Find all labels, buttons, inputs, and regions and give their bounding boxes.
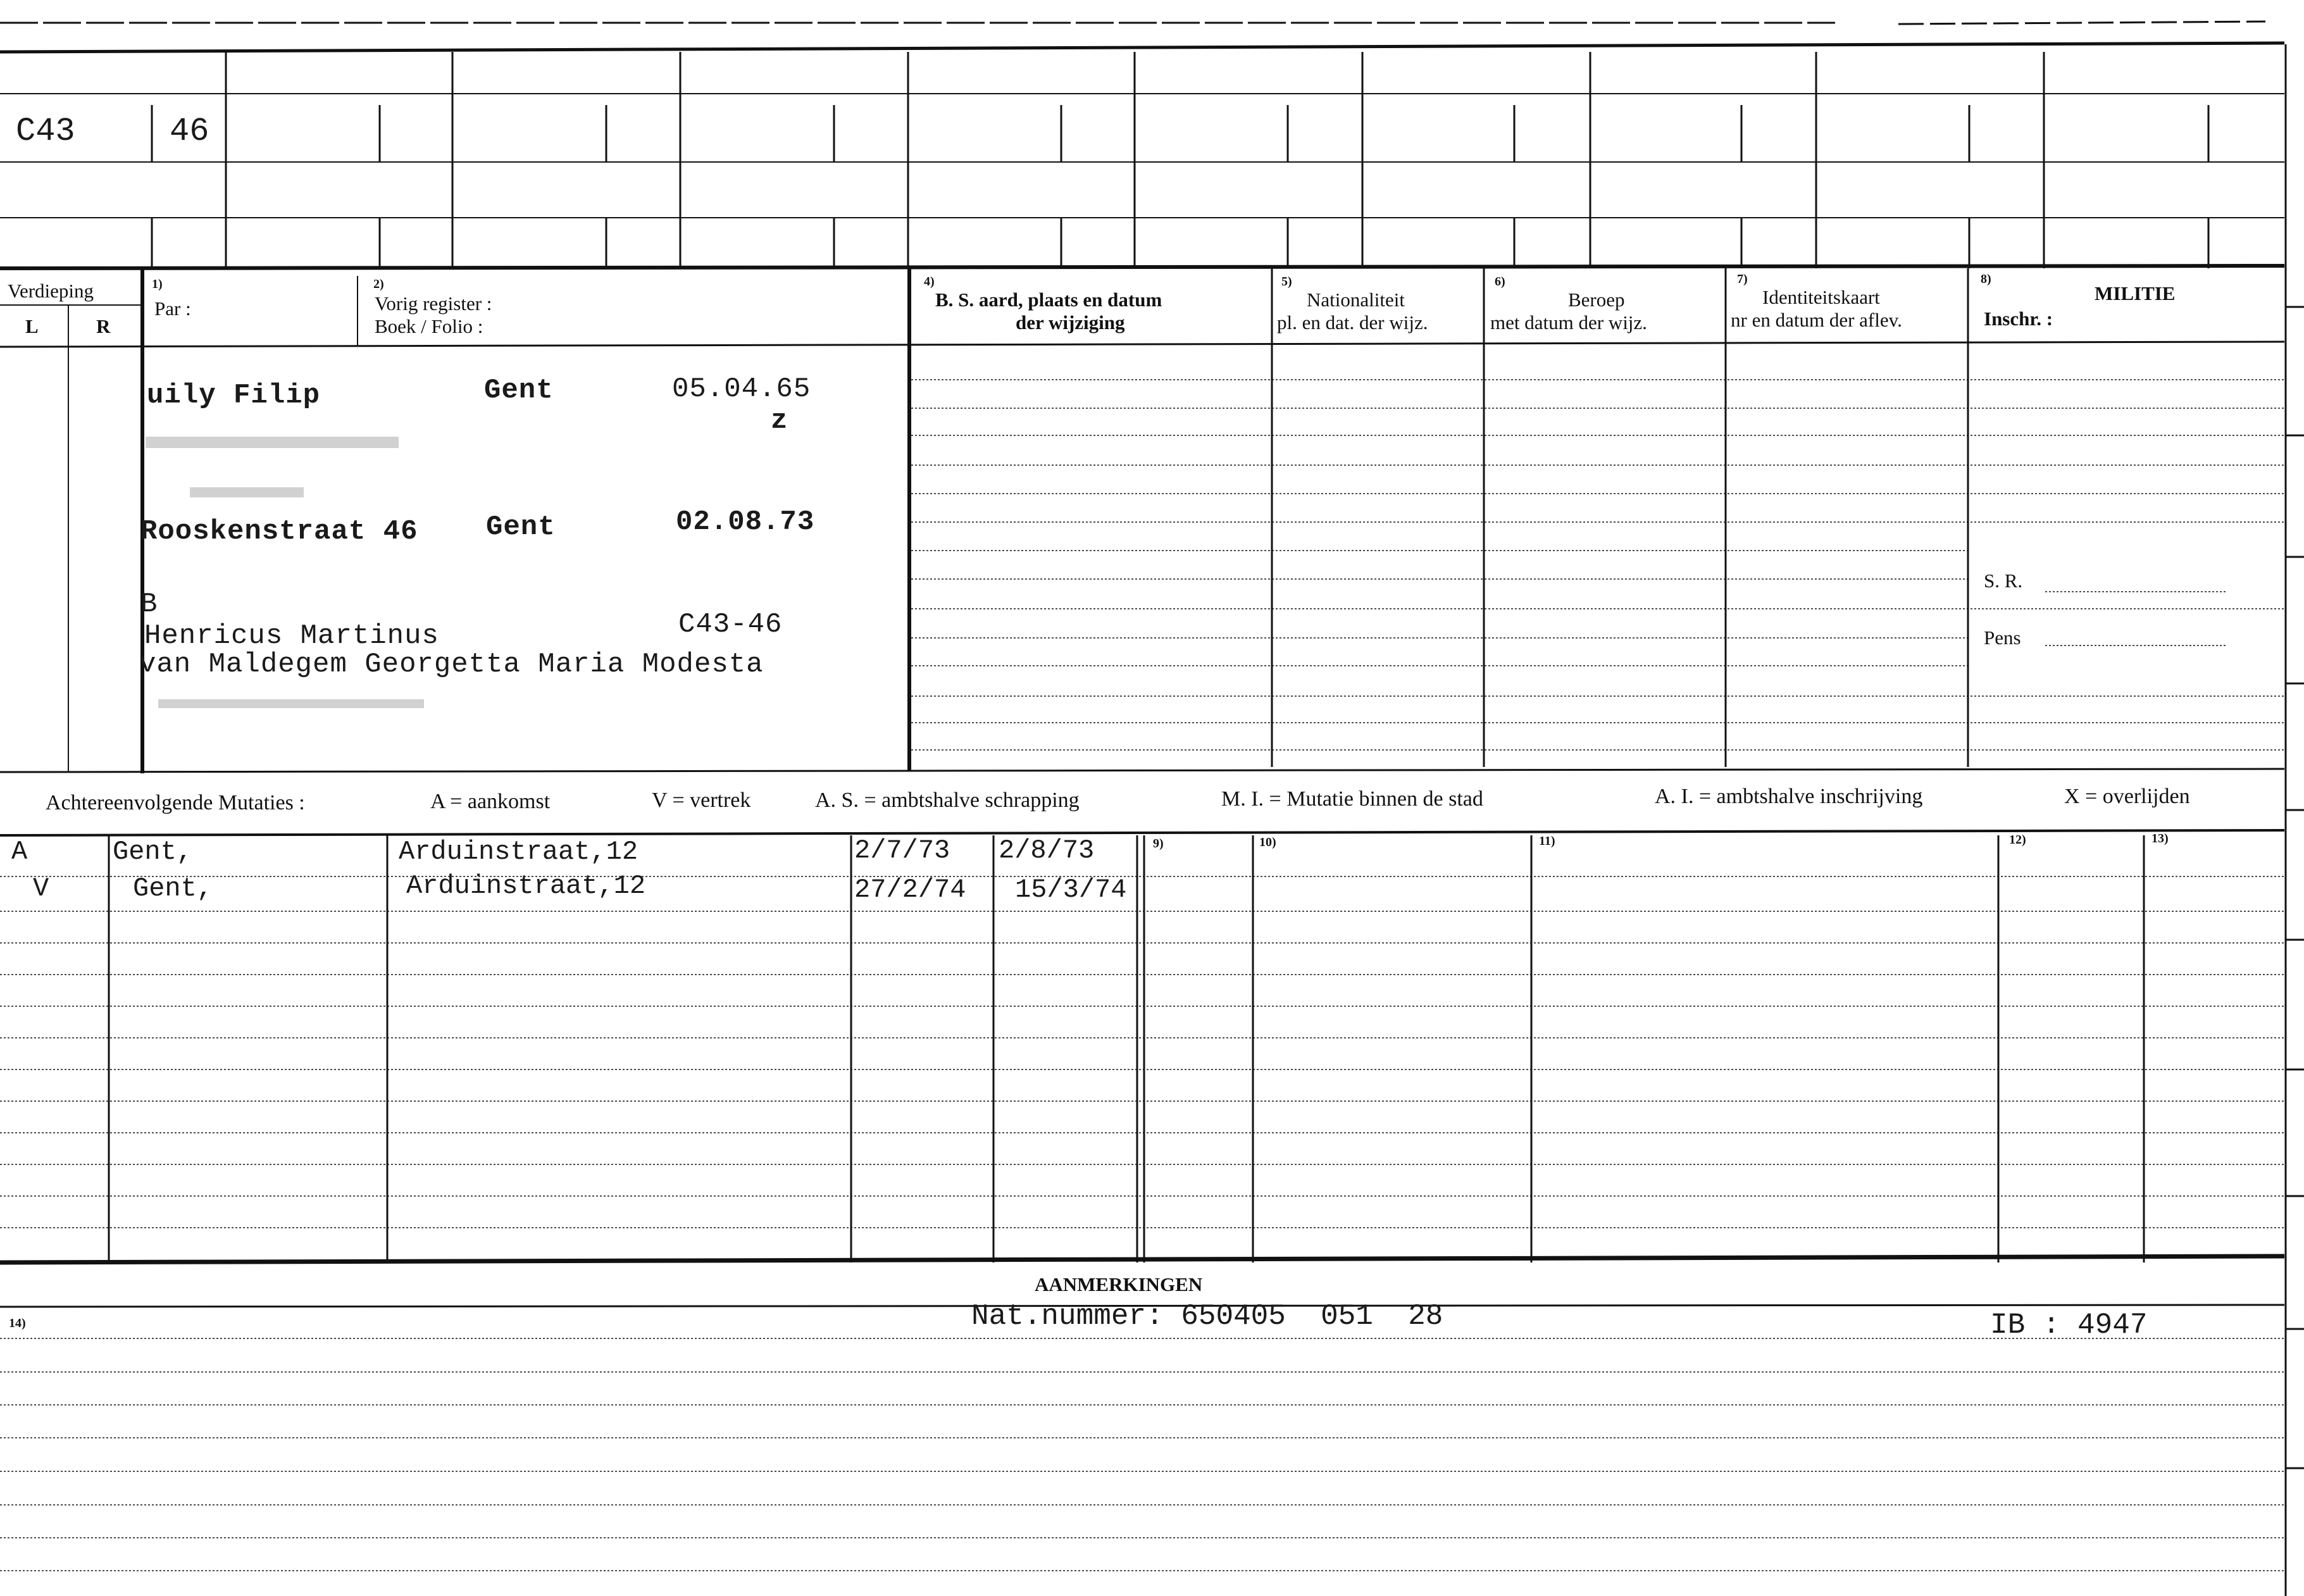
nat-nummer: Nat.nummer: 650405 051 28 [971, 1300, 1443, 1333]
mutaties-legend-title: Achtereenvolgende Mutaties : [46, 791, 305, 814]
bs-header-line2: der wijziging [1016, 311, 1125, 334]
mutation-city: Gent, [113, 837, 193, 867]
nationaliteit-header-line2: pl. en dat. der wijz. [1277, 311, 1428, 334]
legend-mutatie-binnen-stad: M. I. = Mutatie binnen de stad [1221, 787, 1483, 811]
footnote-4: 4) [924, 275, 935, 289]
mutation-date-1: 27/2/74 [854, 875, 966, 905]
bs-header-line1: B. S. aard, plaats en datum [935, 289, 1162, 311]
top-strip-cell-1: C43 [16, 113, 75, 150]
birth-place: Gent [484, 375, 554, 406]
birth-date: 05.04.65 [672, 373, 811, 405]
footnote-12: 12) [2009, 833, 2026, 847]
footnote-8: 8) [1981, 272, 1991, 286]
top-strip-cell-2: 46 [170, 113, 209, 150]
marker-z: z [771, 405, 788, 437]
legend-ambtshalve-schrapping: A. S. = ambtshalve schrapping [815, 789, 1080, 812]
footnote-7: 7) [1737, 272, 1748, 286]
footnote-10: 10) [1259, 835, 1276, 849]
mutation-city: Gent, [133, 873, 213, 904]
mutation-date-2: 15/3/74 [1015, 875, 1127, 905]
militie-header: MILITIE [2095, 282, 2176, 304]
mutation-type: A [11, 837, 28, 867]
col-r-label: R [96, 315, 111, 337]
nationaliteit-header-line1: Nationaliteit [1307, 289, 1405, 311]
footnote-5: 5) [1281, 275, 1292, 289]
beroep-header-line1: Beroep [1568, 289, 1625, 311]
person-name: uily Filip [147, 380, 321, 411]
ib-number: IB : 4947 [1990, 1309, 2148, 1342]
pens-label: Pens [1984, 627, 2021, 649]
footnote-11: 11) [1539, 834, 1555, 848]
par-label: Par : [154, 297, 191, 320]
footnote-14: 14) [9, 1316, 26, 1330]
mutation-type: V [33, 873, 49, 904]
mutation-date-2: 2/8/73 [999, 835, 1095, 866]
vorig-register-label: Vorig register : [375, 292, 492, 315]
address-city: Gent [486, 511, 556, 543]
mother-name: van Maldegem Georgetta Maria Modesta [139, 649, 764, 680]
father-name: Henricus Martinus [144, 620, 439, 652]
mutation-address: Arduinstraat,12 [399, 837, 638, 867]
address-date: 02.08.73 [676, 506, 815, 538]
mutation-date-1: 2/7/73 [854, 835, 950, 866]
legend-aankomst: A = aankomst [430, 790, 551, 813]
footnote-9: 9) [1153, 837, 1164, 851]
identiteitskaart-header-line1: Identiteitskaart [1762, 286, 1880, 308]
sr-label: S. R. [1984, 570, 2023, 592]
legend-vertrek: V = vertrek [652, 789, 751, 812]
footnote-13: 13) [2151, 832, 2169, 845]
register-reference: C43-46 [678, 609, 783, 640]
footnote-6: 6) [1495, 275, 1505, 289]
legend-overlijden: X = overlijden [2064, 785, 2190, 808]
verdieping-label: Verdieping [8, 280, 94, 302]
aanmerkingen-title: AANMERKINGEN [1035, 1273, 1203, 1295]
col-l-label: L [25, 315, 39, 337]
legend-ambtshalve-inschrijving: A. I. = ambtshalve inschrijving [1655, 785, 1923, 808]
mutation-address: Arduinstraat,12 [406, 871, 646, 901]
identiteitskaart-header-line2: nr en datum der aflev. [1731, 309, 1902, 331]
letter-b: B [140, 589, 158, 620]
footnote-1: 1) [152, 277, 163, 291]
inschr-label: Inschr. : [1984, 308, 2053, 330]
boek-folio-label: Boek / Folio : [375, 315, 483, 337]
street-address: Rooskenstraat 46 [140, 516, 418, 547]
footnote-2: 2) [373, 277, 384, 291]
beroep-header-line2: met datum der wijz. [1490, 311, 1647, 334]
